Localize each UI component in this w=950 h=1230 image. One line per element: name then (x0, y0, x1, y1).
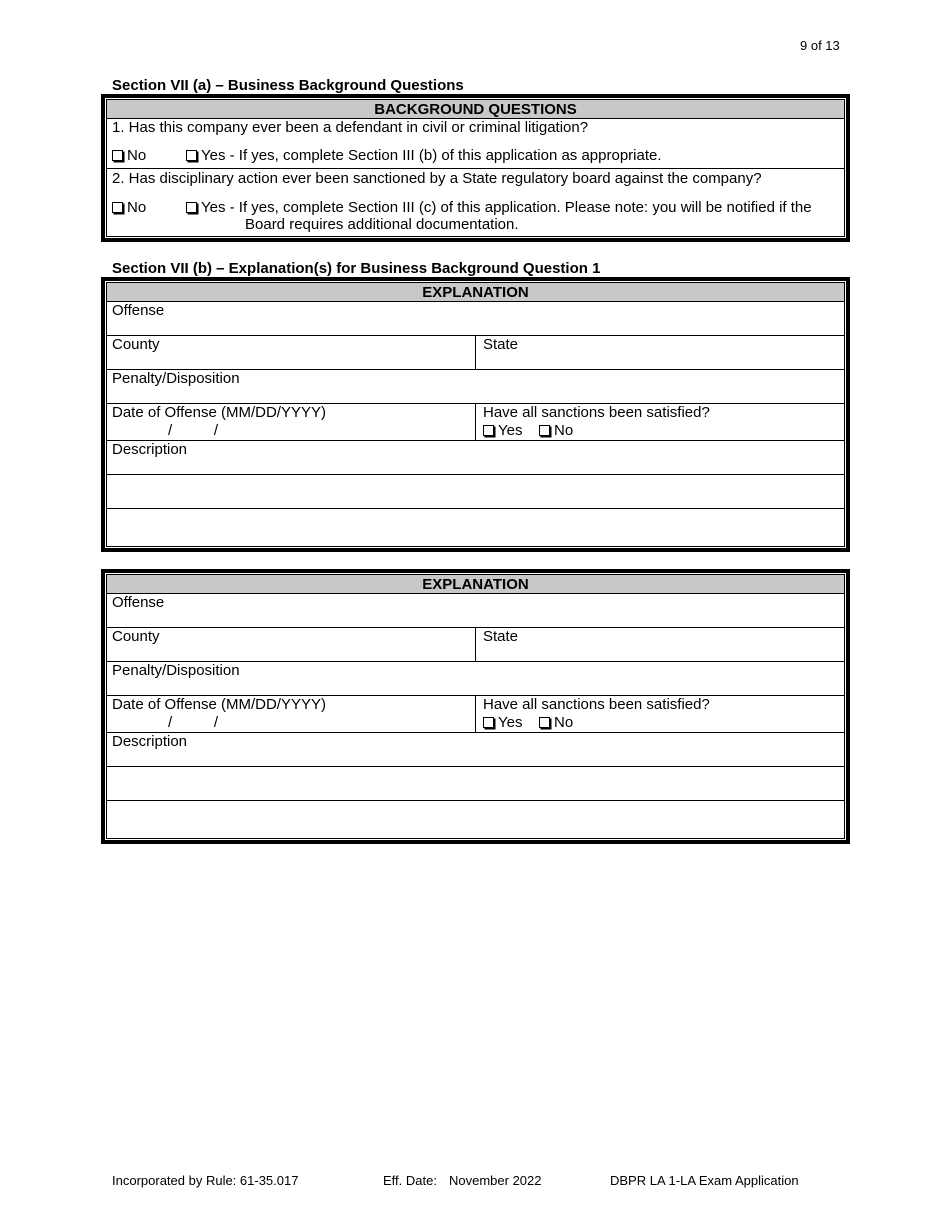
checkbox-icon[interactable] (112, 202, 123, 213)
date-slashes: / / (168, 714, 219, 731)
question-2-answers (107, 188, 844, 234)
county-field[interactable] (107, 628, 476, 661)
checkbox-icon[interactable] (186, 202, 197, 213)
description-line-3[interactable] (107, 801, 844, 835)
footer-form-name: DBPR LA 1-LA Exam Application (610, 1173, 799, 1188)
date-slashes: / / (168, 422, 219, 439)
page-number: 9 of 13 (800, 38, 840, 53)
sanctions-yes-option[interactable]: Yes (483, 422, 522, 439)
checkbox-icon[interactable] (483, 425, 494, 436)
description-line-2[interactable] (107, 767, 844, 801)
date-of-offense-field[interactable] (107, 696, 476, 732)
county-label: County (112, 628, 160, 645)
sanctions-question: Have all sanctions been satisfied? (483, 696, 710, 713)
background-questions-header: BACKGROUND QUESTIONS (107, 100, 844, 119)
explanation-box-2 (101, 569, 850, 844)
sanctions-field (476, 404, 844, 440)
checkbox-icon[interactable] (483, 717, 494, 728)
offense-field[interactable] (107, 302, 844, 336)
checkbox-icon[interactable] (186, 150, 197, 161)
date-label: Date of Offense (MM/DD/YYYY) (112, 404, 326, 421)
explanation-box-1 (101, 277, 850, 552)
description-label: Description (112, 441, 188, 458)
question-2 (107, 169, 844, 188)
footer-eff-label: Eff. Date: (383, 1173, 437, 1188)
county-field[interactable] (107, 336, 476, 369)
checkbox-icon[interactable] (112, 150, 123, 161)
question-1 (107, 119, 844, 137)
offense-field[interactable] (107, 594, 844, 628)
date-sanctions-row (107, 404, 844, 441)
sanctions-no-option[interactable]: No (539, 422, 573, 439)
state-field[interactable] (476, 628, 844, 661)
checkbox-icon[interactable] (539, 425, 550, 436)
q2-yes-continuation: Board requires additional documentation. (245, 216, 519, 233)
description-line-2[interactable] (107, 475, 844, 509)
penalty-label: Penalty/Disposition (112, 662, 240, 679)
date-label: Date of Offense (MM/DD/YYYY) (112, 696, 326, 713)
question-2-text: 2. Has disciplinary action ever been sanctioned by a State regulatory board against the company? (112, 170, 762, 187)
section-b-title: Section VII (b) – Explanation(s) for Business Background Question 1 (112, 260, 601, 277)
q1-yes-option[interactable]: Yes - If yes, complete Section III (b) of this application as appropriate. (186, 147, 662, 164)
penalty-label: Penalty/Disposition (112, 370, 240, 387)
q2-yes-option[interactable]: Yes - If yes, complete Section III (c) of this application. Please note: you will be notified if the (186, 199, 812, 216)
explanation-header: EXPLANATION (107, 575, 844, 594)
sanctions-yes-option[interactable]: Yes (483, 714, 522, 731)
q2-no-option[interactable]: No (112, 199, 146, 216)
offense-label: Offense (112, 302, 165, 319)
penalty-field[interactable] (107, 662, 844, 696)
footer-rule: Incorporated by Rule: 61-35.017 (112, 1173, 299, 1188)
description-field[interactable] (107, 733, 844, 767)
description-label: Description (112, 733, 188, 750)
explanation-header: EXPLANATION (107, 283, 844, 302)
county-state-row (107, 628, 844, 662)
date-of-offense-field[interactable] (107, 404, 476, 440)
county-label: County (112, 336, 160, 353)
question-1-answers (107, 137, 844, 169)
q1-no-option[interactable]: No (112, 147, 146, 164)
county-state-row (107, 336, 844, 370)
sanctions-question: Have all sanctions been satisfied? (483, 404, 710, 421)
sanctions-no-option[interactable]: No (539, 714, 573, 731)
sanctions-field (476, 696, 844, 732)
date-sanctions-row (107, 696, 844, 733)
state-field[interactable] (476, 336, 844, 369)
question-1-text: 1. Has this company ever been a defendant in civil or criminal litigation? (112, 119, 589, 136)
section-a-title: Section VII (a) – Business Background Questions (112, 77, 464, 94)
description-line-3[interactable] (107, 509, 844, 543)
penalty-field[interactable] (107, 370, 844, 404)
offense-label: Offense (112, 594, 165, 611)
state-label: State (483, 628, 519, 645)
footer-eff-date: November 2022 (449, 1173, 542, 1188)
checkbox-icon[interactable] (539, 717, 550, 728)
background-questions-box (101, 94, 850, 242)
description-field[interactable] (107, 441, 844, 475)
state-label: State (483, 336, 519, 353)
